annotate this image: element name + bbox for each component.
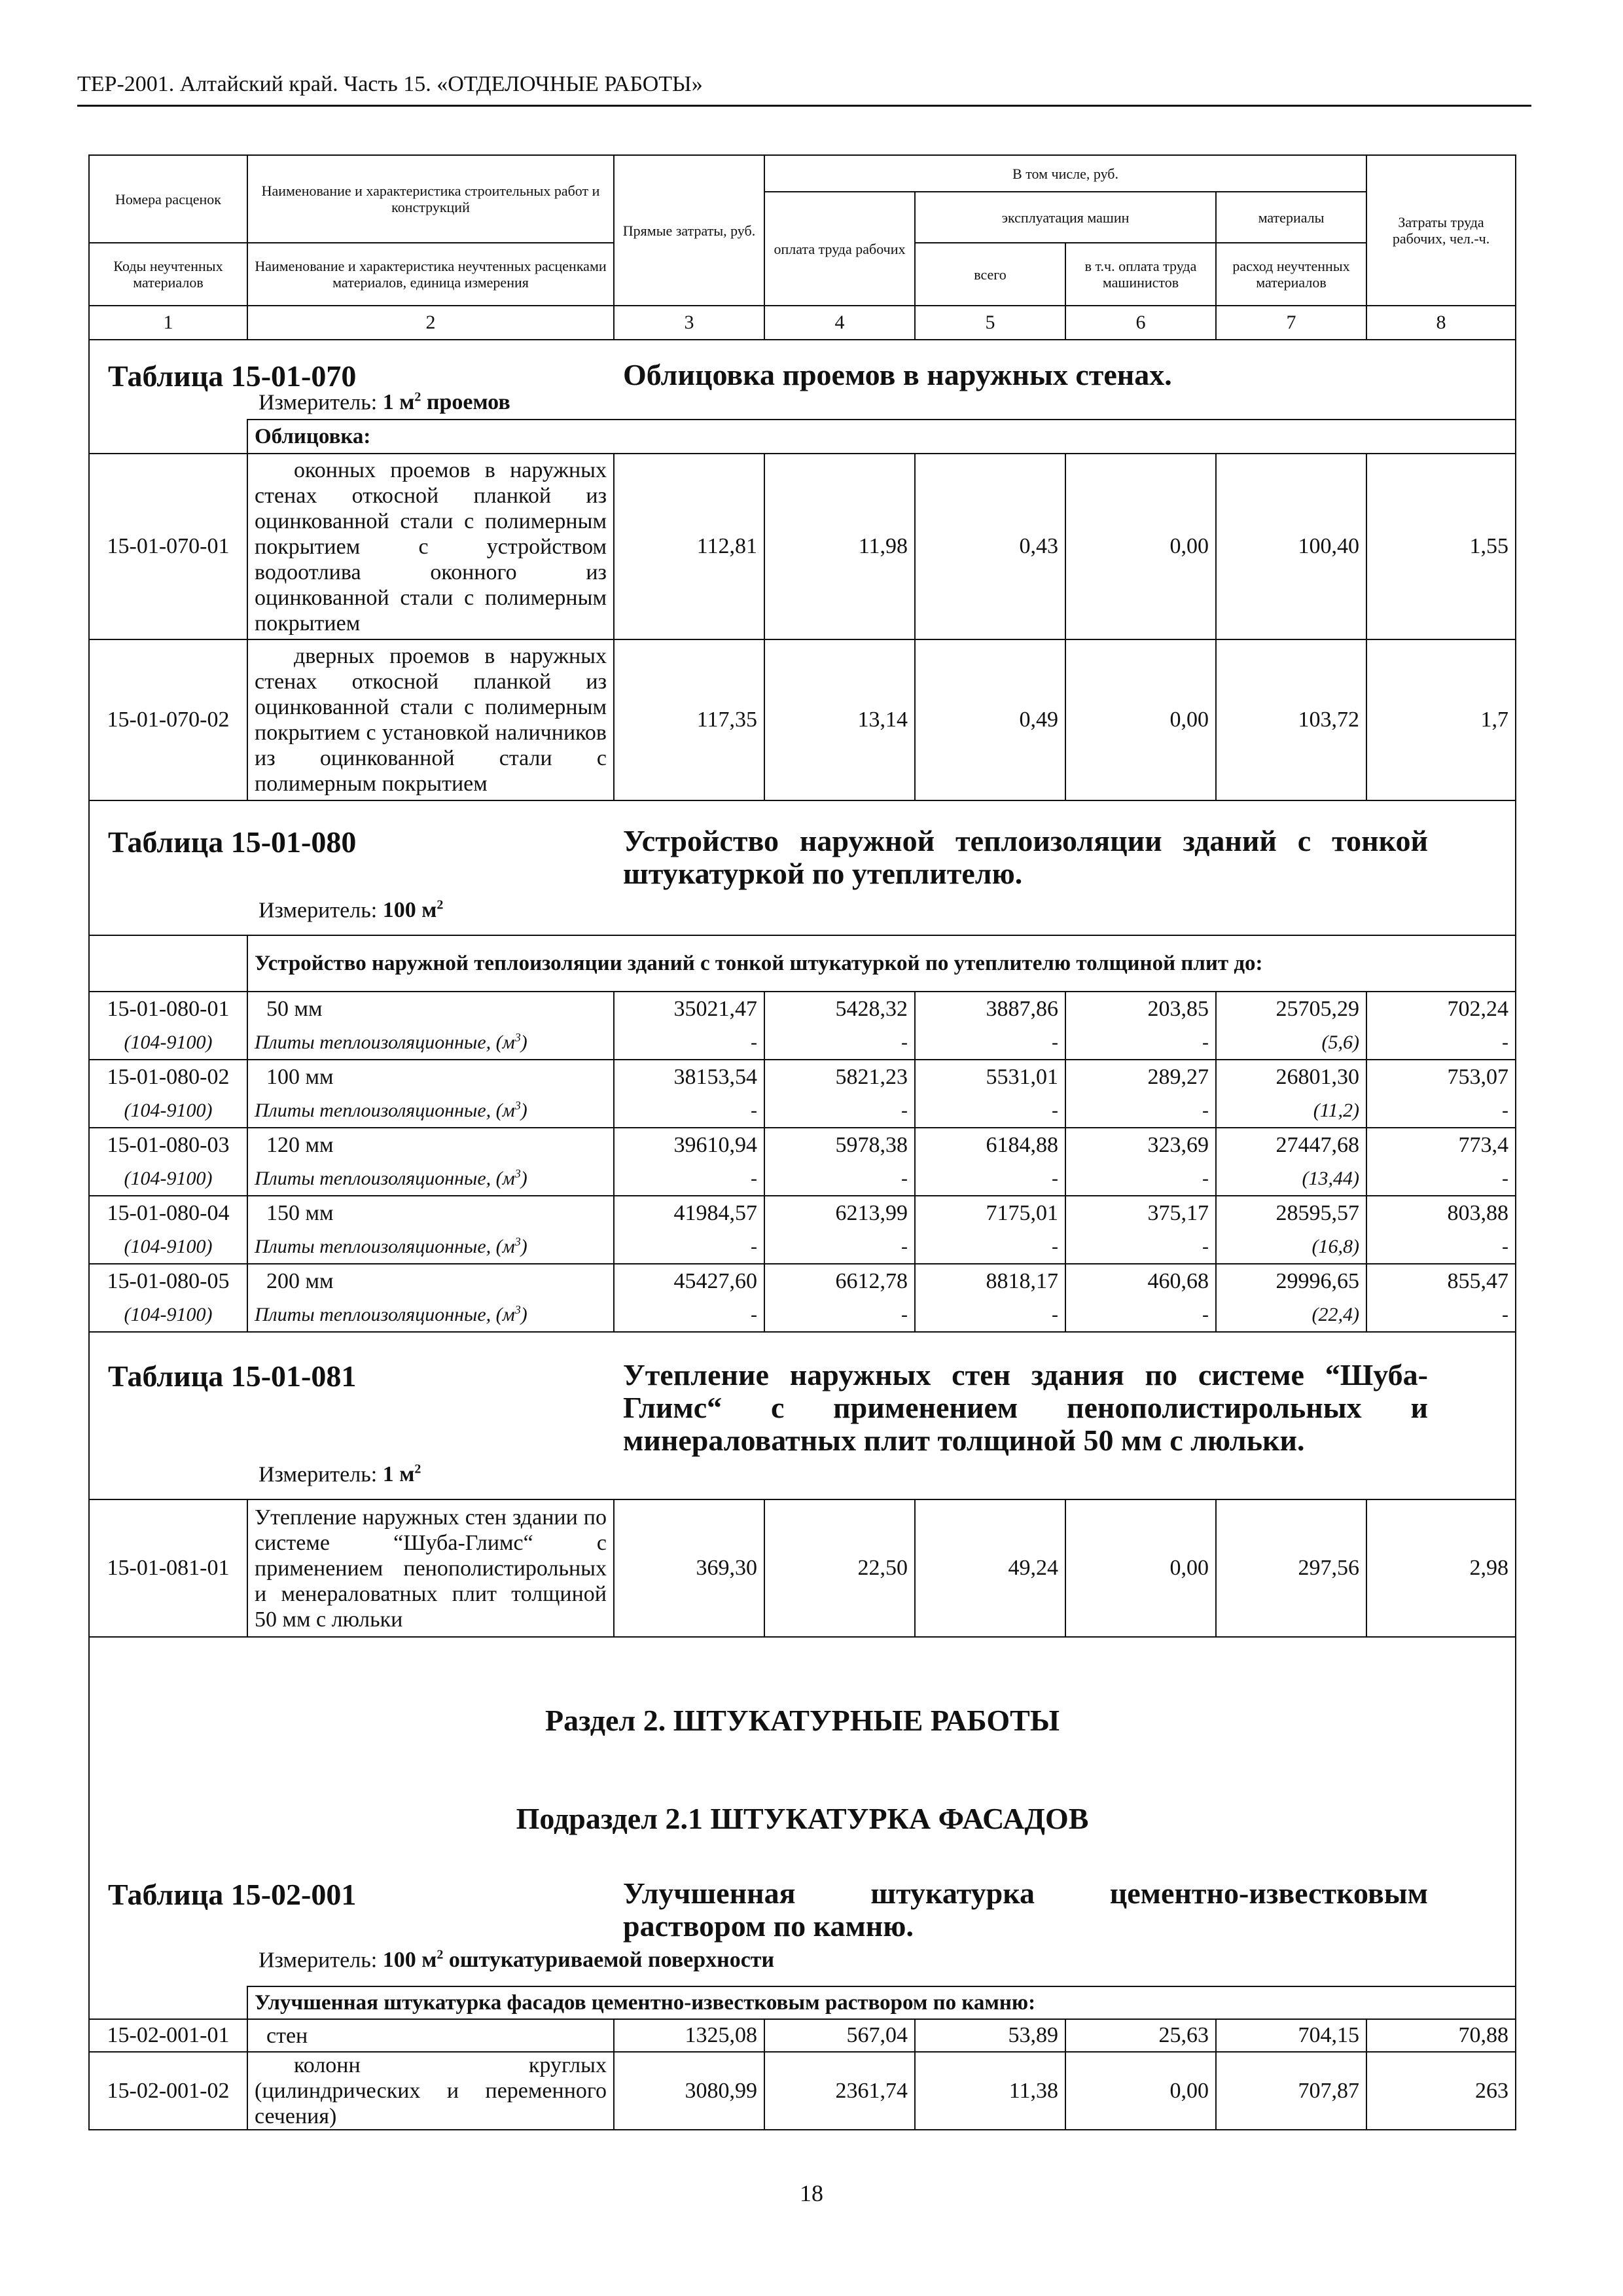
labor-hours: 803,88: [1366, 1196, 1516, 1230]
machinists-pay: 25,63: [1065, 2019, 1216, 2052]
machinists-pay: 0,00: [1065, 454, 1216, 639]
dash: -: [614, 1298, 764, 1332]
machinists-pay: 460,68: [1065, 1264, 1216, 1298]
material-name: Плиты теплоизоляционные, $(м^3)$: [247, 1094, 614, 1128]
t070-title: Облицовка проемов в наружных стенах.: [623, 358, 1172, 391]
material-qty: (5,6): [1216, 1026, 1366, 1060]
material-code: (104-9100): [89, 1230, 247, 1264]
rate-description: 120 мм: [247, 1128, 614, 1162]
labor-hours: 773,4: [1366, 1128, 1516, 1162]
rate-description: стен: [247, 2019, 614, 2052]
direct-cost: 39610,94: [614, 1128, 764, 1162]
labor-pay-header: оплата труда рабочих: [764, 192, 915, 306]
rate-description: Утепление наружных стен здании по системе “Шуба-Глимс“ с применением пенополистирольных и менераловатных плит толщиной 50 мм с люльки: [247, 1499, 614, 1637]
materials: 100,40: [1216, 454, 1366, 639]
rates-table: [88, 154, 1516, 2130]
material-row: [89, 1298, 1516, 1332]
running-header: ТЕР-2001. Алтайский край. Часть 15. «ОТДЕЛОЧНЫЕ РАБОТЫ»: [77, 72, 703, 96]
t02001-group: Улучшенная штукатурка фасадов цементно-известковым раствором по камню:: [247, 1986, 1516, 2019]
dash: -: [764, 1162, 915, 1196]
machines-total: 53,89: [915, 2019, 1065, 2052]
material-name: Плиты теплоизоляционные, $(м^3)$: [247, 1162, 614, 1196]
material-qty: (13,44): [1216, 1162, 1366, 1196]
materials: 707,87: [1216, 2052, 1366, 2130]
t070-heading: [89, 340, 1516, 420]
dash: -: [1366, 1230, 1516, 1264]
colnum-7: 7: [1216, 306, 1366, 340]
colnum-1: 1: [89, 306, 247, 340]
materials: 103,72: [1216, 639, 1366, 800]
machines-total: 0,49: [915, 639, 1065, 800]
colnum-5: 5: [915, 306, 1065, 340]
dash: -: [915, 1162, 1065, 1196]
labor-hours: 702,24: [1366, 992, 1516, 1026]
colnum-6: 6: [1065, 306, 1216, 340]
incl-header: В том числе, руб.: [764, 155, 1366, 192]
material-name: Плиты теплоизоляционные, $(м^3)$: [247, 1230, 614, 1264]
material-name: Плиты теплоизоляционные, $(м^3)$: [247, 1298, 614, 1332]
dash: -: [915, 1230, 1065, 1264]
rate-code: 15-01-080-05: [89, 1264, 247, 1298]
t080-heading: [89, 800, 1516, 935]
direct-cost: 3080,99: [614, 2052, 764, 2130]
dash: -: [764, 1230, 915, 1264]
machines-total: 6184,88: [915, 1128, 1065, 1162]
materials: 25705,29: [1216, 992, 1366, 1026]
material-qty: (22,4): [1216, 1298, 1366, 1332]
material-row: [89, 1026, 1516, 1060]
page-number: 18: [800, 2180, 823, 2206]
direct-cost: 35021,47: [614, 992, 764, 1026]
t070-label: Таблица 15-01-070: [108, 359, 357, 393]
t070-measure: Измеритель: 1 $м^2$ проемов: [259, 390, 510, 415]
machines-total: 0,43: [915, 454, 1065, 639]
dash: -: [614, 1094, 764, 1128]
materials: 27447,68: [1216, 1128, 1366, 1162]
table-row: [89, 2052, 1516, 2130]
rate-description: 200 мм: [247, 1264, 614, 1298]
rate-code: 15-02-001-02: [89, 2052, 247, 2130]
dash: -: [614, 1162, 764, 1196]
col3-header: Прямые затраты, руб.: [614, 155, 764, 306]
t080-title: Устройство наружной теплоизоляции зданий с тонкой штукатуркой по утеплителю.: [623, 824, 1428, 890]
material-row: [89, 1094, 1516, 1128]
materials: 26801,30: [1216, 1060, 1366, 1094]
material-name: Плиты теплоизоляционные, $(м^3)$: [247, 1026, 614, 1060]
machinists-pay: 203,85: [1065, 992, 1216, 1026]
table-row: [89, 1128, 1516, 1162]
t081-label: Таблица 15-01-081: [108, 1359, 357, 1393]
direct-cost: 117,35: [614, 639, 764, 800]
labor-pay: 6612,78: [764, 1264, 915, 1298]
section-title: Раздел 2. ШТУКАТУРНЫЕ РАБОТЫ: [544, 1704, 1060, 1737]
rate-code: 15-01-080-02: [89, 1060, 247, 1094]
material-code: (104-9100): [89, 1162, 247, 1196]
t02001-measure: Измеритель: 100 $м^2$ оштукатуриваемой поверхности: [259, 1948, 775, 1973]
material-code: (104-9100): [89, 1298, 247, 1332]
labor-hours: 855,47: [1366, 1264, 1516, 1298]
machines-total: 5531,01: [915, 1060, 1065, 1094]
unaccounted-header: расход неучтенных материалов: [1216, 243, 1366, 306]
dash: -: [1065, 1162, 1216, 1196]
dash: -: [1366, 1298, 1516, 1332]
t081-heading: [89, 1332, 1516, 1499]
materials: 29996,65: [1216, 1264, 1366, 1298]
colnum-2: 2: [247, 306, 614, 340]
direct-cost: 1325,08: [614, 2019, 764, 2052]
col1-top-header: Номера расценок: [89, 155, 247, 243]
labor-pay: 6213,99: [764, 1196, 915, 1230]
material-row: [89, 1230, 1516, 1264]
rate-code: 15-01-080-04: [89, 1196, 247, 1230]
machines-total: 49,24: [915, 1499, 1065, 1637]
machinists-pay: 0,00: [1065, 639, 1216, 800]
rate-description: колонн круглых (цилиндрических и переменного сечения): [247, 2052, 614, 2130]
labor-pay: 5978,38: [764, 1128, 915, 1162]
direct-cost: 41984,57: [614, 1196, 764, 1230]
labor-pay: 5428,32: [764, 992, 915, 1026]
machinists-pay: 0,00: [1065, 2052, 1216, 2130]
rates-table-frame: [88, 154, 1515, 2130]
dash: -: [1366, 1162, 1516, 1196]
machinists-pay: 375,17: [1065, 1196, 1216, 1230]
t081-measure: Измеритель: 1 $м^2$: [259, 1462, 421, 1487]
dash: -: [614, 1026, 764, 1060]
machines-total: 7175,01: [915, 1196, 1065, 1230]
dash: -: [1065, 1230, 1216, 1264]
rate-code: 15-02-001-01: [89, 2019, 247, 2052]
labor-hours: 263: [1366, 2052, 1516, 2130]
labor-pay: 5821,23: [764, 1060, 915, 1094]
t080-label: Таблица 15-01-080: [108, 825, 357, 859]
t02001-title: Улучшенная штукатурка цементно-известковым раствором по камню.: [623, 1876, 1428, 1943]
machinists-pay: 323,69: [1065, 1128, 1216, 1162]
table-row: [89, 992, 1516, 1026]
colnum-8: 8: [1366, 306, 1516, 340]
labor-pay: 2361,74: [764, 2052, 915, 2130]
subsection-title: Подраздел 2.1 ШТУКАТУРКА ФАСАДОВ: [516, 1802, 1089, 1835]
direct-cost: 112,81: [614, 454, 764, 639]
machines-total: 11,38: [915, 2052, 1065, 2130]
colnum-4: 4: [764, 306, 915, 340]
labor-cost-header: Затраты труда рабочих, чел.-ч.: [1366, 155, 1516, 306]
rate-code: 15-01-070-02: [89, 639, 247, 800]
t02001-label: Таблица 15-02-001: [108, 1878, 357, 1911]
materials: 28595,57: [1216, 1196, 1366, 1230]
direct-cost: 369,30: [614, 1499, 764, 1637]
rate-description: 50 мм: [247, 992, 614, 1026]
table-row: [89, 1196, 1516, 1230]
rate-code: 15-01-080-03: [89, 1128, 247, 1162]
table-row: [89, 454, 1516, 639]
t081-title: Утепление наружных стен здания по системе “Шуба-Глимс“ с применением пенополистирольных и минераловатных плит толщиной 50 мм с люльки.: [623, 1358, 1428, 1457]
dash: -: [614, 1230, 764, 1264]
labor-pay: 13,14: [764, 639, 915, 800]
table-row: [89, 1499, 1516, 1637]
materials: 704,15: [1216, 2019, 1366, 2052]
rate-description: 100 мм: [247, 1060, 614, 1094]
col2-bottom-header: Наименование и характеристика неучтенных расценками материалов, единица измерения: [247, 243, 614, 306]
material-code: (104-9100): [89, 1094, 247, 1128]
machinists-pay: 289,27: [1065, 1060, 1216, 1094]
labor-hours: 70,88: [1366, 2019, 1516, 2052]
rate-code: 15-01-070-01: [89, 454, 247, 639]
table-row: [89, 1264, 1516, 1298]
dash: -: [764, 1094, 915, 1128]
machines-total: 8818,17: [915, 1264, 1065, 1298]
material-qty: (16,8): [1216, 1230, 1366, 1264]
machines-total-header: всего: [915, 243, 1065, 306]
dash: -: [1065, 1298, 1216, 1332]
labor-hours: 1,7: [1366, 639, 1516, 800]
materials-header: материалы: [1216, 192, 1366, 243]
labor-pay: 11,98: [764, 454, 915, 639]
dash: -: [764, 1026, 915, 1060]
rate-description: 150 мм: [247, 1196, 614, 1230]
table-row: [89, 639, 1516, 800]
t070-group: Облицовка:: [247, 420, 1516, 454]
direct-cost: 45427,60: [614, 1264, 764, 1298]
labor-hours: 1,55: [1366, 454, 1516, 639]
col2-top-header: Наименование и характеристика строительных работ и конструкций: [247, 155, 614, 243]
t080-group: Устройство наружной теплоизоляции зданий с тонкой штукатуркой по утеплителю толщиной плит до:: [247, 935, 1516, 992]
material-qty: (11,2): [1216, 1094, 1366, 1128]
t080-measure: Измеритель: 100 $м^2$: [259, 898, 444, 923]
machines-total: 3887,86: [915, 992, 1065, 1026]
material-code: (104-9100): [89, 1026, 247, 1060]
dash: -: [764, 1298, 915, 1332]
dash: -: [1366, 1094, 1516, 1128]
dash: -: [915, 1094, 1065, 1128]
machines-header: эксплуатация машин: [915, 192, 1216, 243]
table-row: [89, 2019, 1516, 2052]
dash: -: [915, 1298, 1065, 1332]
col1-bottom-header: Коды неучтенных материалов: [89, 243, 247, 306]
rate-description: дверных проемов в наружных стенах откосной планкой из оцинкованной стали с полимерным покрытием с установкой наличников из оцинкованной стали с полимерным покрытием: [247, 639, 614, 800]
colnum-3: 3: [614, 306, 764, 340]
dash: -: [1065, 1026, 1216, 1060]
materials: 297,56: [1216, 1499, 1366, 1637]
dash: -: [915, 1026, 1065, 1060]
labor-pay: 567,04: [764, 2019, 915, 2052]
material-row: [89, 1162, 1516, 1196]
rate-code: 15-01-081-01: [89, 1499, 247, 1637]
table-row: [89, 1060, 1516, 1094]
rate-code: 15-01-080-01: [89, 992, 247, 1026]
machinists-header: в т.ч. оплата труда машинистов: [1065, 243, 1216, 306]
dash: -: [1366, 1026, 1516, 1060]
direct-cost: 38153,54: [614, 1060, 764, 1094]
dash: -: [1065, 1094, 1216, 1128]
rate-description: оконных проемов в наружных стенах откосной планкой из оцинкованной стали с полимерным покрытием с устройством водоотлива оконного из оцинкованной стали с полимерным покрытием: [247, 454, 614, 639]
machinists-pay: 0,00: [1065, 1499, 1216, 1637]
labor-hours: 2,98: [1366, 1499, 1516, 1637]
section-block: [89, 1637, 1516, 1986]
labor-pay: 22,50: [764, 1499, 915, 1637]
labor-hours: 753,07: [1366, 1060, 1516, 1094]
header-rule: [77, 105, 1531, 107]
